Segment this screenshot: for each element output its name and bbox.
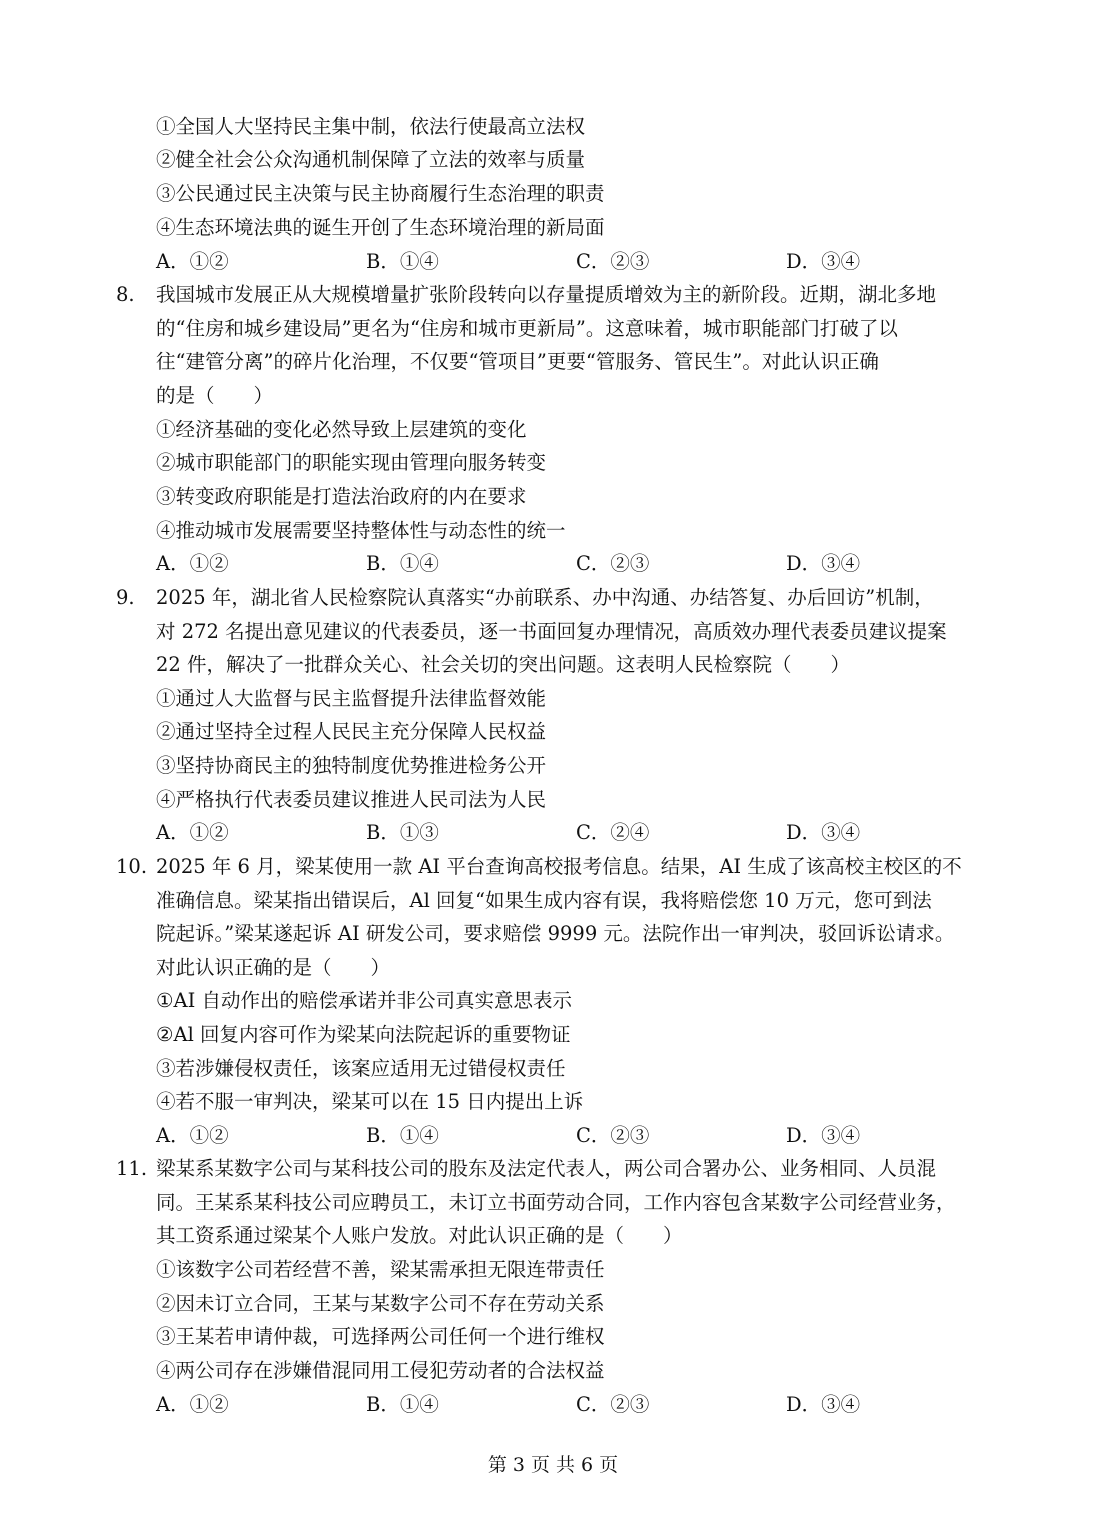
question-stem: 对此认识正确的是（ ）: [156, 956, 391, 979]
statement: ③王某若申请仲裁，可选择两公司任何一个进行维权: [156, 1325, 605, 1348]
question-number: 11.: [116, 1157, 148, 1180]
answer-options: [156, 816, 996, 850]
statement: ①通过人大监督与民主监督提升法律监督效能: [156, 687, 547, 710]
answer-options: [156, 1388, 996, 1422]
option-b[interactable]: B．①④: [366, 250, 439, 273]
option-d[interactable]: D．③④: [786, 1393, 861, 1416]
question-stem: 2025 年，湖北省人民检察院认真落实“办前联系、办中沟通、办结答复、办后回访”机制，: [156, 586, 934, 609]
question-stem: 的“住房和城乡建设局”更名为“住房和城市更新局”。这意味着，城市职能部门打破了以: [156, 317, 898, 340]
option-a[interactable]: A．①②: [156, 1393, 229, 1416]
option-d[interactable]: D．③④: [786, 821, 861, 844]
statement: ③坚持协商民主的独特制度优势推进检务公开: [156, 754, 547, 777]
answer-options: [156, 547, 996, 581]
option-c[interactable]: C．②③: [576, 250, 650, 273]
question-stem: 对 272 名提出意见建议的代表委员，逐一书面回复办理情况，高质效办理代表委员建议提案: [156, 620, 947, 643]
option-b[interactable]: B．①④: [366, 1393, 439, 1416]
statement: ④两公司存在涉嫌借混同用工侵犯劳动者的合法权益: [156, 1359, 605, 1382]
option-c[interactable]: C．②④: [576, 821, 650, 844]
statement: ①AI 自动作出的赔偿承诺并非公司真实意思表示: [156, 989, 572, 1012]
statement: ④严格执行代表委员建议推进人民司法为人民: [156, 788, 547, 811]
answer-options: [156, 245, 996, 279]
option-c[interactable]: C．②③: [576, 1393, 650, 1416]
option-a[interactable]: A．①②: [156, 1124, 229, 1147]
question-stem: 同。王某系某科技公司应聘员工，未订立书面劳动合同，工作内容包含某数字公司经营业务，: [156, 1191, 956, 1214]
statement: ①全国人大坚持民主集中制，依法行使最高立法权: [156, 115, 586, 138]
statement: ④推动城市发展需要坚持整体性与动态性的统一: [156, 519, 566, 542]
answer-options: [156, 1119, 996, 1153]
option-a[interactable]: A．①②: [156, 821, 229, 844]
statement: ③转变政府职能是打造法治政府的内在要求: [156, 485, 527, 508]
question-stem: 22 件，解决了一批群众关心、社会关切的突出问题。这表明人民检察院（ ）: [156, 653, 851, 676]
statement: ②城市职能部门的职能实现由管理向服务转变: [156, 451, 547, 474]
statement: ④若不服一审判决，梁某可以在 15 日内提出上诉: [156, 1090, 584, 1113]
question-stem: 准确信息。梁某指出错误后，Al 回复“如果生成内容有误，我将赔偿您 10 万元，您可到法: [156, 889, 932, 912]
statement: ②因未订立合同，王某与某数字公司不存在劳动关系: [156, 1292, 605, 1315]
option-b[interactable]: B．①④: [366, 1124, 439, 1147]
option-d[interactable]: D．③④: [786, 250, 861, 273]
option-a[interactable]: A．①②: [156, 250, 229, 273]
question-stem: 2025 年 6 月，梁某使用一款 AI 平台查询高校报考信息。结果，AI 生成了该高校主校区的不: [156, 855, 962, 878]
statement: ③公民通过民主决策与民主协商履行生态治理的职责: [156, 182, 605, 205]
option-a[interactable]: A．①②: [156, 552, 229, 575]
statement: ①经济基础的变化必然导致上层建筑的变化: [156, 418, 527, 441]
question-stem: 往“建管分离”的碎片化治理，不仅要“管项目”更要“管服务、管民生”。对此认识正确: [156, 350, 879, 373]
statement: ④生态环境法典的诞生开创了生态环境治理的新局面: [156, 216, 605, 239]
statement: ①该数字公司若经营不善，梁某需承担无限连带责任: [156, 1258, 605, 1281]
option-b[interactable]: B．①③: [366, 821, 439, 844]
question-stem: 梁某系某数字公司与某科技公司的股东及法定代表人，两公司合署办公、业务相同、人员混: [156, 1157, 937, 1180]
statement: ③若涉嫌侵权责任，该案应适用无过错侵权责任: [156, 1057, 566, 1080]
page-number: 第 3 页 共 6 页: [487, 1454, 619, 1476]
question-stem: 的是（ ）: [156, 384, 274, 407]
statement: ②Al 回复内容可作为梁某向法院起诉的重要物证: [156, 1023, 571, 1046]
question-stem: 我国城市发展正从大规模增量扩张阶段转向以存量提质增效为主的新阶段。近期，湖北多地: [156, 283, 937, 306]
option-c[interactable]: C．②③: [576, 1124, 650, 1147]
question-number: 9.: [116, 586, 135, 609]
option-c[interactable]: C．②③: [576, 552, 650, 575]
statement: ②通过坚持全过程人民民主充分保障人民权益: [156, 720, 547, 743]
question-number: 10.: [116, 855, 148, 878]
option-d[interactable]: D．③④: [786, 1124, 861, 1147]
option-d[interactable]: D．③④: [786, 552, 861, 575]
question-stem: 院起诉。”梁某遂起诉 AI 研发公司，要求赔偿 9999 元。法院作出一审判决，驳回诉讼请求。: [156, 922, 955, 945]
question-stem: 其工资系通过梁某个人账户发放。对此认识正确的是（ ）: [156, 1224, 683, 1247]
statement: ②健全社会公众沟通机制保障了立法的效率与质量: [156, 148, 586, 171]
question-number: 8.: [116, 283, 135, 306]
option-b[interactable]: B．①④: [366, 552, 439, 575]
